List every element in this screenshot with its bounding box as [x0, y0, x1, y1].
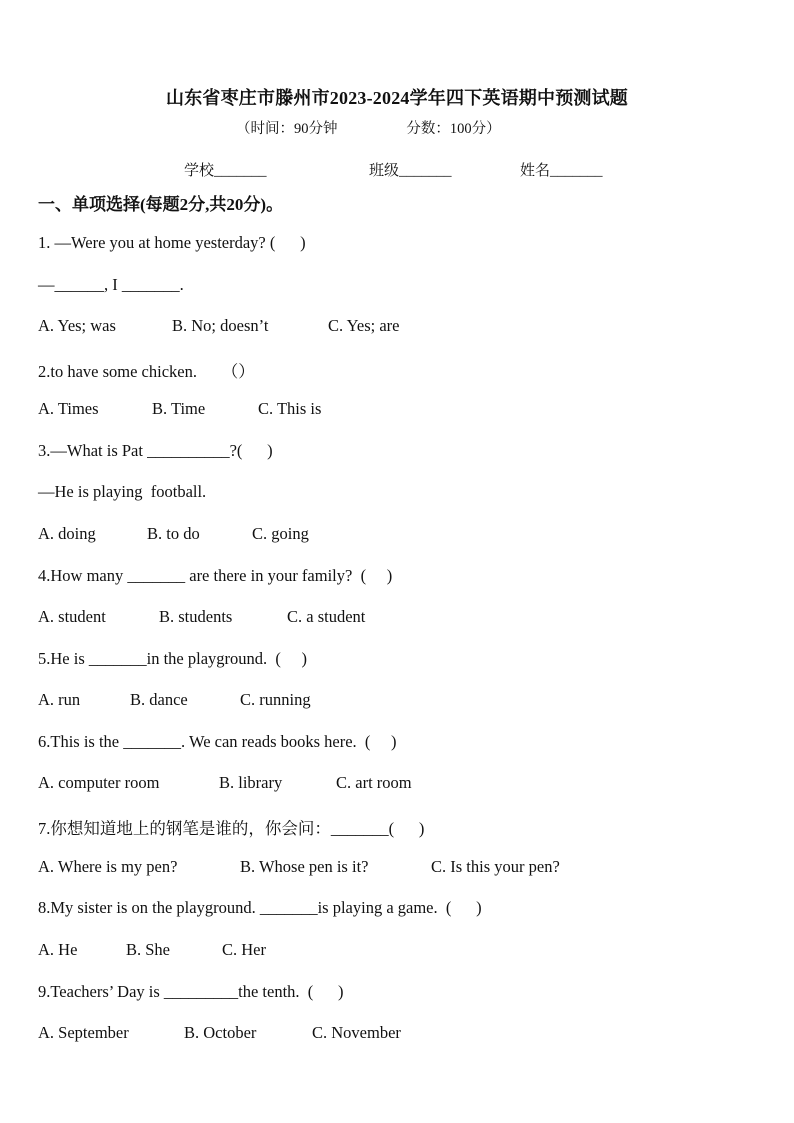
question-3-answer-line: —He is playing football.: [38, 482, 207, 501]
question-7-option-a: A. Where is my pen?: [38, 857, 178, 876]
question-9-stem: 9.Teachers’ Day is _________the tenth. ( ): [38, 982, 344, 1001]
question-1-option-b: B. No; doesn’t: [172, 316, 269, 335]
question-3-option-b: B. to do: [147, 524, 200, 543]
question-5-option-b: B. dance: [130, 690, 188, 709]
exam-time-score: （时间：90分钟 分数：100分）: [236, 121, 501, 137]
question-4-stem: 4.How many _______ are there in your family? ( ): [38, 566, 393, 585]
question-9-option-b: B. October: [184, 1023, 257, 1042]
question-1-answer-line: —______, I _______.: [38, 275, 184, 294]
question-1-option-c: C. Yes; are: [328, 316, 400, 335]
question-2-option-b: B. Time: [152, 399, 206, 418]
question-7-stem: 7.你想知道地上的钢笔是谁的，你会问：_______( ): [38, 819, 425, 838]
name-field: 姓名_______: [520, 163, 603, 179]
question-5-option-c: C. running: [240, 690, 311, 709]
section-heading: 一、单项选择(每题2分,共20分)。: [38, 195, 284, 214]
question-6-option-c: C. art room: [336, 773, 412, 792]
question-7-option-b: B. Whose pen is it?: [240, 857, 369, 876]
question-3-option-a: A. doing: [38, 524, 96, 543]
question-4-option-b: B. students: [159, 607, 233, 626]
question-2-stem: 2.to have some chicken. （）: [38, 362, 255, 381]
question-6-option-b: B. library: [219, 773, 283, 792]
question-6-option-a: A. computer room: [38, 773, 160, 792]
page-title: 山东省枣庄市滕州市2023-2024学年四下英语期中预测试题: [166, 88, 628, 108]
question-1-option-a: A. Yes; was: [38, 316, 116, 335]
question-7-option-c: C. Is this your pen?: [431, 857, 560, 876]
question-8-option-c: C. Her: [222, 940, 266, 959]
question-5-stem: 5.He is _______in the playground. ( ): [38, 649, 308, 668]
question-6-stem: 6.This is the _______. We can reads books here. ( ): [38, 732, 397, 751]
question-9-option-c: C. November: [312, 1023, 401, 1042]
question-2-option-a: A. Times: [38, 399, 99, 418]
question-3-stem: 3.—What is Pat __________?( ): [38, 441, 273, 460]
question-5-option-a: A. run: [38, 690, 81, 709]
question-9-option-a: A. September: [38, 1023, 129, 1042]
question-3-option-c: C. going: [252, 524, 309, 543]
question-8-option-b: B. She: [126, 940, 171, 959]
question-4-option-a: A. student: [38, 607, 106, 626]
question-1-stem: 1. —Were you at home yesterday? ( ): [38, 233, 306, 252]
question-2-option-c: C. This is: [258, 399, 322, 418]
question-8-option-a: A. He: [38, 940, 78, 959]
question-8-stem: 8.My sister is on the playground. _______is playing a game. ( ): [38, 898, 482, 917]
school-field: 学校_______: [184, 163, 267, 179]
class-field: 班级_______: [369, 163, 452, 179]
question-4-option-c: C. a student: [287, 607, 366, 626]
